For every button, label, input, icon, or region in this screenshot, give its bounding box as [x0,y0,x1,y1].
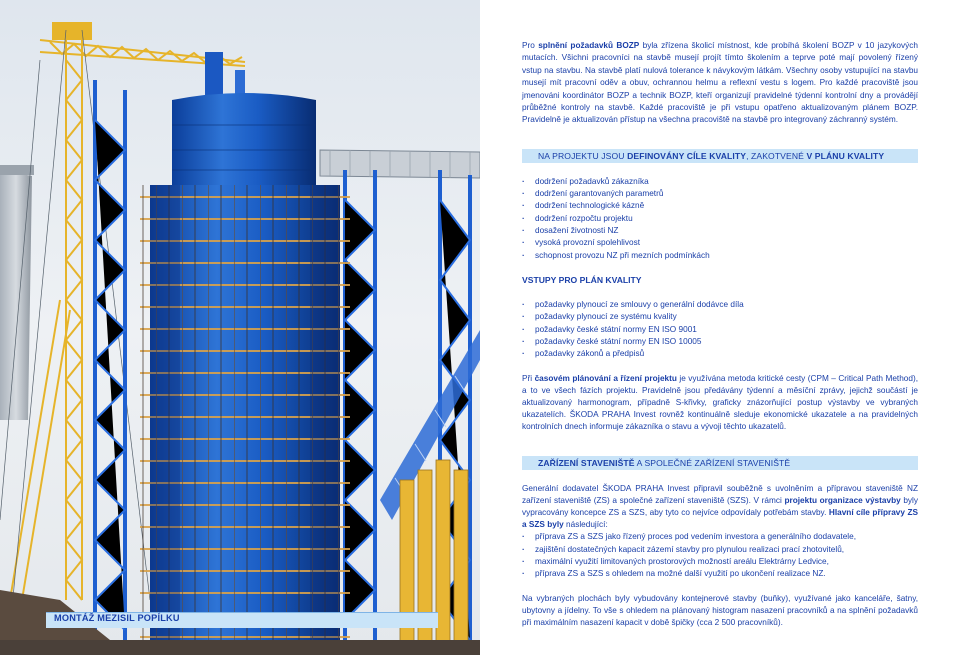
quality-header-d: V PLÁNU KVALITY [806,150,885,161]
intro-text-a: Pro [522,41,539,50]
quality-goals-header [522,149,918,163]
quality-goals-list [522,176,918,262]
list-item: · dodržení rozpočtu projektu [522,213,918,225]
list-item: · dodržení technologické kázně [522,200,918,212]
list-item: · maximální využití limitovaných prostorových možností areálu Elektrárny Ledvice, [522,556,918,568]
intro-text-c: byla zřízena školicí místnost, kde probíhá školení BOZP v 10 jazykových mutacích. Všichni pracovníci na stavbě musejí projít tímto školením a teprve poté mají povolený řízený vstup na stavbu. Na stavbě platí nulová tolerance k návykovým látkám. Všechny osoby vstupující na stavbu musejí mít pracovní oděv a obuv, ochrannou helmu a reflexní vestu s logem. Pro každé pracoviště jsou jmenováni koordinátor BOZP a technik BOZP, kteří organizují pravidelné týdenní kontrolní dny a provádějí průběžné kontroly na stavbě. Každé pracoviště je při vstupu opatřeno aktualizovaným plánem BOZP. Pravidelně je aktualizován přístup na všechna pracoviště na stavbě pro integrovaný záchranný systém. [522,41,918,125]
site-paragraph [522,483,918,532]
site-goals-list [522,531,918,580]
planning-text-a: Při [522,373,535,383]
list-item: · dodržení garantovaných parametrů [522,188,918,200]
containers-paragraph: Na vybraných plochách byly vybudovány kontejnerové stavby (buňky), využívané jako kanceláře, šatny, ubytovny a jídelny. To vše s ohledem na plánovaný histogram nasazení pracovníků a na splnění požadavků při maximálním nasazení kapacit v době špičky (cca 2 500 pracovníků). [522,593,918,628]
list-item: · požadavky české státní normy EN ISO 10005 [522,336,918,348]
list-item: · schopnost provozu NZ při mezních podmínkách [522,250,918,262]
list-item: · zajištění dostatečných kapacit zázemí stavby pro plynulou realizaci prací zhotovitelů, [522,544,918,556]
site-text-bold-1: projektu organizace výstavby [784,495,901,505]
quality-header-a: NA PROJEKTU JSOU [538,150,628,161]
quality-header-c: , ZAKOTVENÉ [746,150,807,161]
site-text-c: byly vypracovány koncepce ZS a SZS, aby tyto co nejvíce odpovídaly potřebám stavby. [522,495,919,518]
site-header-b: A SPOLEČNÉ ZAŘÍZENÍ STAVENIŠTĚ [634,457,791,468]
quality-header-b: DEFINOVÁNY CÍLE KVALITY [627,150,747,161]
list-item: · požadavky plynoucí ze smlouvy o generální dodávce díla [522,299,918,311]
site-text-bold-2: Hlavní cíle přípravy ZS a SZS byly [522,508,919,530]
list-item: · požadavky zákonů a předpisů [522,348,918,360]
list-item: · vysoká provozní spolehlivost [522,237,918,249]
list-item: · dosažení životnosti NZ [522,225,918,237]
list-item: · požadavky plynoucí ze systému kvality [522,311,918,323]
site-text-e: následující: [563,520,608,530]
site-text-a: Generální dodavatel ŠKODA PRAHA Invest připravil souběžně s uvolněním a přípravou staveniště NZ zařízení staveniště (ZS) a společné zařízení staveniště (SZS). V rámci [522,483,918,505]
planning-paragraph [522,373,918,434]
site-header-a: ZAŘÍZENÍ STAVENIŠTĚ [538,457,635,468]
list-item: · dodržení požadavků zákazníka [522,176,918,188]
photo-caption: MONTÁŽ MEZISIL POPÍLKU [54,613,180,623]
quality-inputs-list [522,299,918,360]
list-item: · požadavky české státní normy EN ISO 9001 [522,324,918,336]
list-item: · příprava ZS a SZS jako řízený proces pod vedením investora a generálního dodavatele, [522,531,918,543]
quality-inputs-title: VSTUPY PRO PLÁN KVALITY [522,274,642,285]
site-facilities-header [522,456,918,470]
article-content [522,40,918,629]
intro-paragraph [522,40,918,127]
planning-text-bold: časovém plánování a řízení projektu [534,373,677,383]
list-item: · příprava ZS a SZS s ohledem na možné další využití po ukončení realizace NZ. [522,568,918,580]
intro-text-bold: splnění požadavků BOZP [538,41,640,50]
planning-text-c: je využívána metoda kritické cesty (CPM – Critical Path Method), a to ve všech fázích projektu. Pravidelně jsou předávány týdenní a měsíční zprávy, jejichž součástí je aktualizovaný harmonogram, případně S-křivky, graficky znázorňující postup výstavby ve vybraných ukazatelích. ŠKODA PRAHA Invest rovněž kontinuálně sleduje ekonomické ukazatele a na pravidelných kontrolních dnech informuje zákazníka o stavu a vývoji těchto ukazatelů. [522,373,919,432]
